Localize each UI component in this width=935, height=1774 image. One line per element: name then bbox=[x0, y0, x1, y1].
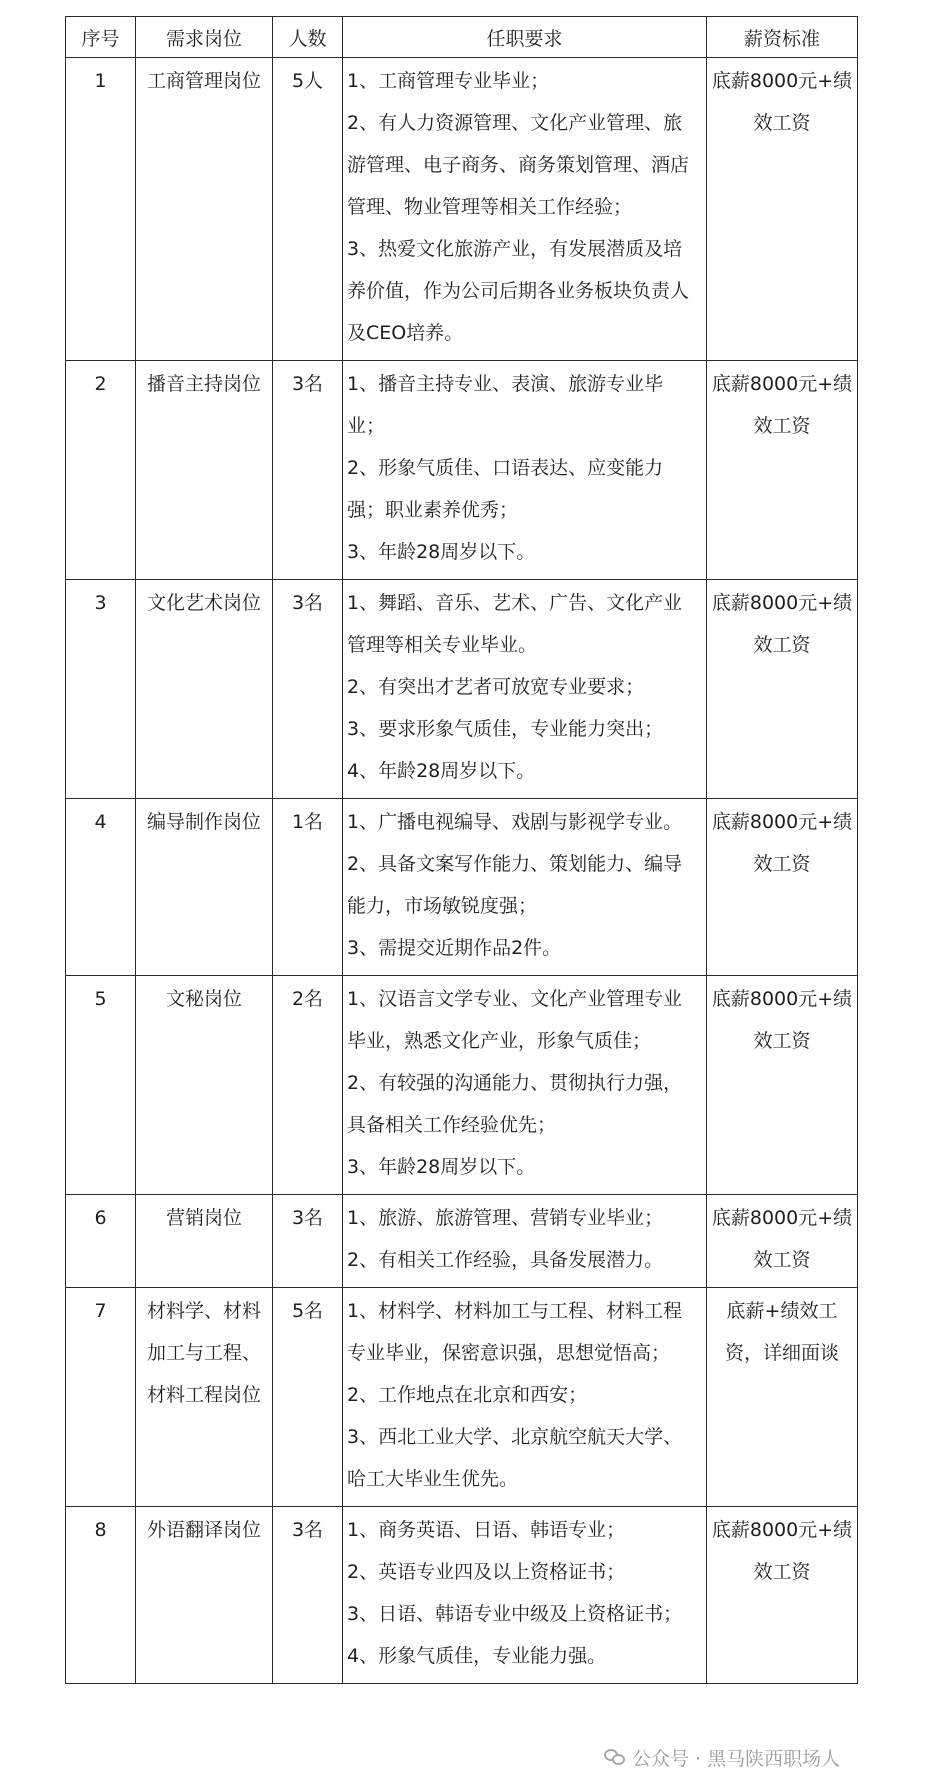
row-salary: 底薪8000元+绩效工资 bbox=[711, 373, 853, 437]
job-listing-document bbox=[65, 16, 857, 1684]
requirement-item: 2、工作地点在北京和西安； bbox=[347, 1384, 588, 1406]
requirement-item: 2、形象气质佳、口语表达、应变能力强；职业素养优秀； bbox=[347, 457, 664, 521]
requirement-item: 1、广播电视编导、戏剧与影视学专业。 bbox=[347, 811, 683, 833]
row-requirements bbox=[343, 1507, 706, 1683]
row-seq: 6 bbox=[94, 1207, 107, 1229]
row-salary: 底薪8000元+绩效工资 bbox=[711, 1207, 853, 1271]
row-seq: 1 bbox=[94, 70, 107, 92]
row-salary: 底薪8000元+绩效工资 bbox=[711, 811, 853, 875]
requirement-item: 1、舞蹈、音乐、艺术、广告、文化产业管理等相关专业毕业。 bbox=[347, 592, 683, 656]
requirement-item: 2、有较强的沟通能力、贯彻执行力强，具备相关工作经验优先； bbox=[347, 1072, 683, 1136]
table-body bbox=[66, 58, 858, 1684]
requirement-item: 4、形象气质佳，专业能力强。 bbox=[347, 1645, 607, 1667]
requirement-item: 2、有相关工作经验，具备发展潜力。 bbox=[347, 1249, 664, 1271]
requirement-item: 3、热爱文化旅游产业，有发展潜质及培养价值，作为公司后期各业务板块负责人及CEO培养。 bbox=[347, 238, 690, 344]
requirement-item: 1、播音主持专业、表演、旅游专业毕业； bbox=[347, 373, 664, 437]
requirement-item: 2、有人力资源管理、文化产业管理、旅游管理、电子商务、商务策划管理、酒店管理、物业管理等相关工作经验； bbox=[347, 112, 690, 218]
requirement-item: 3、年龄28周岁以下。 bbox=[347, 1156, 536, 1178]
header-count: 人数 bbox=[273, 17, 343, 58]
job-table bbox=[65, 16, 858, 1684]
requirement-item: 3、年龄28周岁以下。 bbox=[347, 541, 536, 563]
requirement-item: 2、具备文案写作能力、策划能力、编导能力，市场敏锐度强； bbox=[347, 853, 683, 917]
table-row bbox=[66, 1195, 858, 1288]
requirement-item: 3、要求形象气质佳，专业能力突出； bbox=[347, 718, 664, 740]
row-requirements bbox=[343, 976, 706, 1194]
table-row bbox=[66, 976, 858, 1195]
row-count: 5人 bbox=[291, 70, 324, 92]
table-row bbox=[66, 799, 858, 976]
row-salary: 底薪8000元+绩效工资 bbox=[711, 70, 853, 134]
row-requirements bbox=[343, 1195, 706, 1287]
row-position: 材料学、材料加工与工程、材料工程岗位 bbox=[146, 1300, 261, 1406]
table-row bbox=[66, 361, 858, 580]
row-position: 播音主持岗位 bbox=[146, 373, 261, 395]
requirement-item: 3、西北工业大学、北京航空航天大学、哈工大毕业生优先。 bbox=[347, 1426, 683, 1490]
row-seq: 4 bbox=[94, 811, 107, 833]
row-salary: 底薪8000元+绩效工资 bbox=[711, 988, 853, 1052]
requirement-item: 4、年龄28周岁以下。 bbox=[347, 760, 536, 782]
row-salary: 底薪8000元+绩效工资 bbox=[711, 1519, 853, 1583]
table-row bbox=[66, 580, 858, 799]
requirement-item: 1、商务英语、日语、韩语专业； bbox=[347, 1519, 626, 1541]
row-count: 2名 bbox=[291, 988, 324, 1010]
row-count: 3名 bbox=[291, 1519, 324, 1541]
row-count: 3名 bbox=[291, 373, 324, 395]
requirement-item: 1、汉语言文学专业、文化产业管理专业毕业，熟悉文化产业，形象气质佳； bbox=[347, 988, 683, 1052]
row-requirements bbox=[343, 799, 706, 975]
table-row bbox=[66, 1288, 858, 1507]
table-header-row bbox=[66, 17, 858, 58]
row-seq: 2 bbox=[94, 373, 107, 395]
requirement-item: 1、材料学、材料加工与工程、材料工程专业毕业，保密意识强，思想觉悟高； bbox=[347, 1300, 683, 1364]
watermark-text: 公众号 · 黑马陕西职场人 bbox=[632, 1747, 841, 1770]
row-count: 3名 bbox=[291, 592, 324, 614]
row-requirements bbox=[343, 361, 706, 579]
header-seq: 序号 bbox=[66, 17, 136, 58]
row-salary: 底薪+绩效工资，详细面谈 bbox=[724, 1300, 839, 1364]
row-position: 工商管理岗位 bbox=[146, 70, 261, 92]
row-seq: 7 bbox=[94, 1300, 107, 1322]
row-position: 文化艺术岗位 bbox=[146, 592, 261, 614]
row-salary: 底薪8000元+绩效工资 bbox=[711, 592, 853, 656]
row-seq: 5 bbox=[94, 988, 107, 1010]
requirement-item: 3、需提交近期作品2件。 bbox=[347, 937, 562, 959]
row-position: 外语翻译岗位 bbox=[146, 1519, 261, 1541]
table-row bbox=[66, 1507, 858, 1684]
watermark bbox=[600, 1744, 844, 1770]
header-requirements: 任职要求 bbox=[343, 17, 707, 58]
row-count: 1名 bbox=[291, 811, 324, 833]
row-position: 文秘岗位 bbox=[165, 988, 242, 1010]
row-position: 营销岗位 bbox=[165, 1207, 242, 1229]
row-position: 编导制作岗位 bbox=[146, 811, 261, 833]
requirement-item: 1、工商管理专业毕业； bbox=[347, 70, 550, 92]
row-requirements bbox=[343, 1288, 706, 1506]
table-row bbox=[66, 58, 858, 361]
row-requirements bbox=[343, 58, 706, 360]
row-count: 5名 bbox=[291, 1300, 324, 1322]
requirement-item: 1、旅游、旅游管理、营销专业毕业； bbox=[347, 1207, 664, 1229]
row-seq: 3 bbox=[94, 592, 107, 614]
header-position: 需求岗位 bbox=[136, 17, 273, 58]
requirement-item: 3、日语、韩语专业中级及上资格证书； bbox=[347, 1603, 683, 1625]
row-seq: 8 bbox=[94, 1519, 107, 1541]
wechat-icon bbox=[604, 1747, 626, 1767]
header-salary: 薪资标准 bbox=[707, 17, 858, 58]
row-requirements bbox=[343, 580, 706, 798]
requirement-item: 2、有突出才艺者可放宽专业要求； bbox=[347, 676, 645, 698]
requirement-item: 2、英语专业四及以上资格证书； bbox=[347, 1561, 626, 1583]
row-count: 3名 bbox=[291, 1207, 324, 1229]
